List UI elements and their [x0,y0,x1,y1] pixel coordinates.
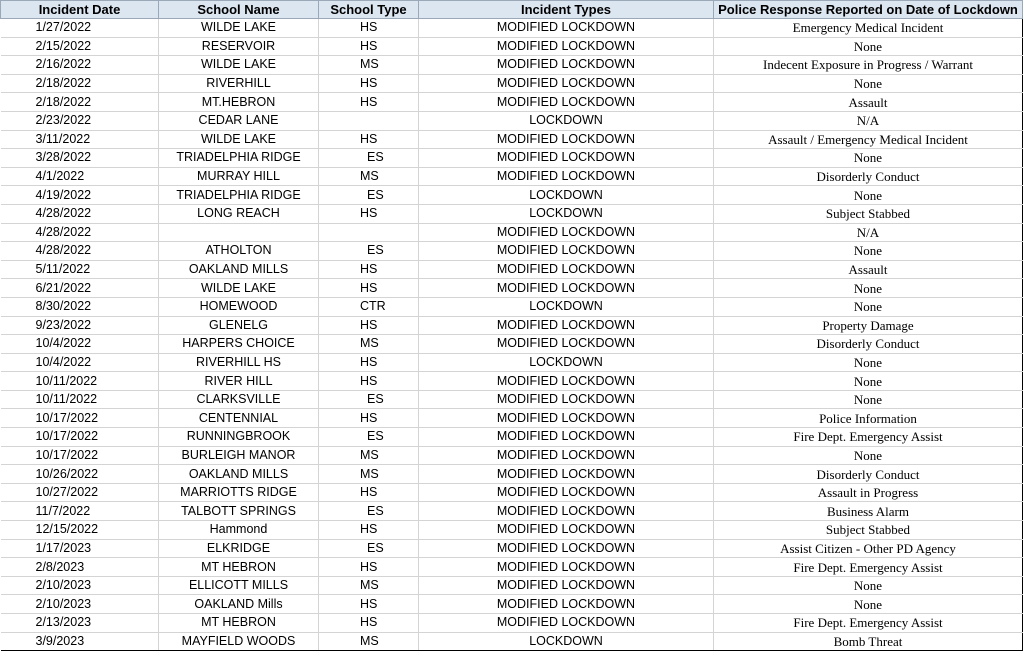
school-type-cell: MS [319,576,419,595]
police-response-cell: Indecent Exposure in Progress / Warrant [714,56,1023,75]
incident-type-cell: MODIFIED LOCKDOWN [419,223,714,242]
police-response-cell: None [714,390,1023,409]
police-response-cell: Assist Citizen - Other PD Agency [714,539,1023,558]
police-response-cell: Bomb Threat [714,632,1023,651]
school-type-cell: HS [319,93,419,112]
incident-type-cell: MODIFIED LOCKDOWN [419,335,714,354]
school-type-cell: ES [319,149,419,168]
incident-date-cell: 5/11/2022 [1,260,159,279]
incident-date-cell: 2/18/2022 [1,74,159,93]
school-type-cell: HS [319,483,419,502]
table-row [1,502,1023,521]
table-row [1,130,1023,149]
incident-type-cell: LOCKDOWN [419,297,714,316]
incident-type-cell: MODIFIED LOCKDOWN [419,502,714,521]
school-name-cell: OAKLAND MILLS [159,465,319,484]
incident-type-cell: MODIFIED LOCKDOWN [419,316,714,335]
incident-date-cell: 10/11/2022 [1,372,159,391]
table-row [1,149,1023,168]
police-response-cell: Assault / Emergency Medical Incident [714,130,1023,149]
police-response-cell: Business Alarm [714,502,1023,521]
incident-date-cell: 10/27/2022 [1,483,159,502]
school-name-cell: RIVER HILL [159,372,319,391]
incident-type-cell: MODIFIED LOCKDOWN [419,483,714,502]
incident-type-cell: LOCKDOWN [419,632,714,651]
incident-type-cell: MODIFIED LOCKDOWN [419,242,714,261]
police-response-cell: Property Damage [714,316,1023,335]
school-type-cell [319,111,419,130]
incident-type-cell: MODIFIED LOCKDOWN [419,521,714,540]
incident-type-cell: MODIFIED LOCKDOWN [419,614,714,633]
table-row [1,632,1023,651]
incident-date-cell: 6/21/2022 [1,279,159,298]
incident-type-cell: MODIFIED LOCKDOWN [419,576,714,595]
school-name-cell: CENTENNIAL [159,409,319,428]
header-school-type: School Type [319,1,419,19]
incident-type-cell: LOCKDOWN [419,186,714,205]
incident-type-cell: LOCKDOWN [419,204,714,223]
school-name-cell: WILDE LAKE [159,56,319,75]
school-type-cell: ES [319,502,419,521]
school-type-cell: MS [319,465,419,484]
police-response-cell: Assault in Progress [714,483,1023,502]
school-name-cell: MT HEBRON [159,558,319,577]
incident-date-cell: 3/9/2023 [1,632,159,651]
school-name-cell: WILDE LAKE [159,19,319,38]
police-response-cell: Disorderly Conduct [714,167,1023,186]
school-name-cell: CEDAR LANE [159,111,319,130]
police-response-cell: None [714,186,1023,205]
incident-date-cell: 4/28/2022 [1,242,159,261]
incident-type-cell: MODIFIED LOCKDOWN [419,279,714,298]
table-row [1,595,1023,614]
school-name-cell: MT HEBRON [159,614,319,633]
incident-date-cell: 2/15/2022 [1,37,159,56]
school-name-cell: TRIADELPHIA RIDGE [159,149,319,168]
school-name-cell: MT.HEBRON [159,93,319,112]
table-row [1,279,1023,298]
incident-date-cell: 2/18/2022 [1,93,159,112]
school-type-cell: HS [319,279,419,298]
school-type-cell: HS [319,614,419,633]
header-incident-date: Incident Date [1,1,159,19]
school-name-cell [159,223,319,242]
incident-date-cell: 10/17/2022 [1,428,159,447]
school-type-cell: HS [319,372,419,391]
table-row [1,614,1023,633]
school-type-cell: HS [319,595,419,614]
incident-date-cell: 2/13/2023 [1,614,159,633]
school-type-cell: ES [319,539,419,558]
incident-date-cell: 10/11/2022 [1,390,159,409]
school-name-cell: RUNNINGBROOK [159,428,319,447]
police-response-cell: None [714,149,1023,168]
table-row [1,56,1023,75]
school-name-cell: GLENELG [159,316,319,335]
incident-date-cell: 10/4/2022 [1,335,159,354]
school-type-cell: ES [319,428,419,447]
table-row [1,483,1023,502]
incident-type-cell: MODIFIED LOCKDOWN [419,465,714,484]
header-school-name: School Name [159,1,319,19]
police-response-cell: Fire Dept. Emergency Assist [714,614,1023,633]
table-row [1,242,1023,261]
incident-date-cell: 12/15/2022 [1,521,159,540]
table-row [1,539,1023,558]
incident-type-cell: MODIFIED LOCKDOWN [419,428,714,447]
police-response-cell: None [714,446,1023,465]
table-row [1,93,1023,112]
incident-type-cell: MODIFIED LOCKDOWN [419,56,714,75]
incident-type-cell: MODIFIED LOCKDOWN [419,390,714,409]
school-type-cell: HS [319,74,419,93]
table-row [1,465,1023,484]
police-response-cell: N/A [714,223,1023,242]
school-name-cell: TALBOTT SPRINGS [159,502,319,521]
incident-type-cell: MODIFIED LOCKDOWN [419,74,714,93]
table-row [1,409,1023,428]
school-type-cell: ES [319,186,419,205]
school-type-cell: MS [319,335,419,354]
school-type-cell: CTR [319,297,419,316]
incident-date-cell: 1/17/2023 [1,539,159,558]
incident-type-cell: MODIFIED LOCKDOWN [419,409,714,428]
school-name-cell: WILDE LAKE [159,130,319,149]
incident-type-cell: MODIFIED LOCKDOWN [419,93,714,112]
school-name-cell: MURRAY HILL [159,167,319,186]
header-row [1,1,1023,19]
police-response-cell: Fire Dept. Emergency Assist [714,428,1023,447]
table-row [1,167,1023,186]
school-name-cell: LONG REACH [159,204,319,223]
police-response-cell: N/A [714,111,1023,130]
school-name-cell: OAKLAND Mills [159,595,319,614]
incident-date-cell: 3/28/2022 [1,149,159,168]
incident-type-cell: MODIFIED LOCKDOWN [419,260,714,279]
incident-date-cell: 9/23/2022 [1,316,159,335]
police-response-cell: None [714,37,1023,56]
school-type-cell: HS [319,260,419,279]
school-name-cell: OAKLAND MILLS [159,260,319,279]
incident-date-cell: 2/10/2023 [1,595,159,614]
incident-type-cell: MODIFIED LOCKDOWN [419,130,714,149]
school-type-cell: MS [319,56,419,75]
table-row [1,576,1023,595]
school-type-cell: HS [319,316,419,335]
police-response-cell: None [714,595,1023,614]
incident-date-cell: 2/16/2022 [1,56,159,75]
incident-type-cell: LOCKDOWN [419,353,714,372]
incident-type-cell: MODIFIED LOCKDOWN [419,37,714,56]
school-type-cell: MS [319,632,419,651]
table-row [1,558,1023,577]
police-response-cell: Subject Stabbed [714,204,1023,223]
school-name-cell: ATHOLTON [159,242,319,261]
table-body [1,19,1023,651]
incident-date-cell: 4/19/2022 [1,186,159,205]
police-response-cell: None [714,279,1023,298]
school-name-cell: MARRIOTTS RIDGE [159,483,319,502]
police-response-cell: None [714,74,1023,93]
incident-date-cell: 10/4/2022 [1,353,159,372]
incident-type-cell: MODIFIED LOCKDOWN [419,167,714,186]
school-type-cell: MS [319,446,419,465]
incident-date-cell: 4/28/2022 [1,204,159,223]
table-row [1,204,1023,223]
school-type-cell: MS [319,167,419,186]
table-row [1,390,1023,409]
table-row [1,297,1023,316]
incident-type-cell: MODIFIED LOCKDOWN [419,19,714,38]
incident-type-cell: MODIFIED LOCKDOWN [419,149,714,168]
police-response-cell: Disorderly Conduct [714,465,1023,484]
incident-date-cell: 2/10/2023 [1,576,159,595]
school-type-cell: HS [319,130,419,149]
table-row [1,446,1023,465]
school-type-cell: HS [319,19,419,38]
school-type-cell: ES [319,390,419,409]
incident-date-cell: 10/26/2022 [1,465,159,484]
school-name-cell: RIVERHILL [159,74,319,93]
incident-date-cell: 2/8/2023 [1,558,159,577]
table-row [1,37,1023,56]
incident-date-cell: 4/1/2022 [1,167,159,186]
incident-type-cell: MODIFIED LOCKDOWN [419,539,714,558]
school-type-cell: HS [319,558,419,577]
school-type-cell: HS [319,353,419,372]
police-response-cell: None [714,297,1023,316]
table-row [1,428,1023,447]
school-type-cell: HS [319,37,419,56]
school-name-cell: TRIADELPHIA RIDGE [159,186,319,205]
school-name-cell: BURLEIGH MANOR [159,446,319,465]
header-incident-types: Incident Types [419,1,714,19]
table-row [1,316,1023,335]
police-response-cell: None [714,372,1023,391]
incident-type-cell: MODIFIED LOCKDOWN [419,558,714,577]
police-response-cell: Fire Dept. Emergency Assist [714,558,1023,577]
table-row [1,260,1023,279]
police-response-cell: Assault [714,93,1023,112]
police-response-cell: None [714,576,1023,595]
incident-date-cell: 10/17/2022 [1,409,159,428]
school-type-cell [319,223,419,242]
table-row [1,111,1023,130]
incident-type-cell: LOCKDOWN [419,111,714,130]
incident-date-cell: 10/17/2022 [1,446,159,465]
police-response-cell: Subject Stabbed [714,521,1023,540]
incident-type-cell: MODIFIED LOCKDOWN [419,595,714,614]
incident-date-cell: 1/27/2022 [1,19,159,38]
incident-date-cell: 4/28/2022 [1,223,159,242]
incident-type-cell: MODIFIED LOCKDOWN [419,446,714,465]
incident-date-cell: 11/7/2022 [1,502,159,521]
table-row [1,74,1023,93]
police-response-cell: Police Information [714,409,1023,428]
table-row [1,335,1023,354]
table-row [1,186,1023,205]
school-type-cell: HS [319,204,419,223]
school-name-cell: RESERVOIR [159,37,319,56]
school-name-cell: HOMEWOOD [159,297,319,316]
school-name-cell: HARPERS CHOICE [159,335,319,354]
incident-date-cell: 2/23/2022 [1,111,159,130]
police-response-cell: Disorderly Conduct [714,335,1023,354]
school-name-cell: MAYFIELD WOODS [159,632,319,651]
police-response-cell: None [714,242,1023,261]
table-row [1,353,1023,372]
table-row [1,521,1023,540]
incident-date-cell: 8/30/2022 [1,297,159,316]
header-police-response: Police Response Reported on Date of Lockdown [714,1,1023,19]
police-response-cell: Assault [714,260,1023,279]
police-response-cell: None [714,353,1023,372]
incident-date-cell: 3/11/2022 [1,130,159,149]
school-name-cell: RIVERHILL HS [159,353,319,372]
school-name-cell: CLARKSVILLE [159,390,319,409]
table-row [1,223,1023,242]
incident-type-cell: MODIFIED LOCKDOWN [419,372,714,391]
school-name-cell: Hammond [159,521,319,540]
school-type-cell: ES [319,242,419,261]
school-type-cell: HS [319,409,419,428]
table-row [1,372,1023,391]
school-name-cell: ELLICOTT MILLS [159,576,319,595]
police-response-cell: Emergency Medical Incident [714,19,1023,38]
school-name-cell: ELKRIDGE [159,539,319,558]
table-row [1,19,1023,38]
school-type-cell: HS [319,521,419,540]
school-name-cell: WILDE LAKE [159,279,319,298]
